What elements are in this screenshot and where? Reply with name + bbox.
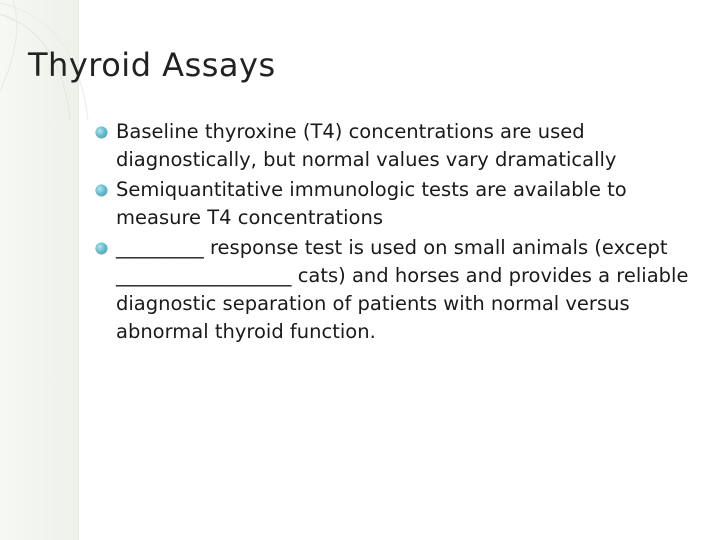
bullet-text: Baseline thyroxine (T4) concentrations are used diagnostically, but normal values vary dramatically <box>116 120 617 171</box>
bullet-dot-icon <box>96 127 107 138</box>
bullet-item <box>96 176 706 232</box>
bullet-item <box>96 234 706 346</box>
bullet-item <box>96 118 706 174</box>
bullet-text: Semiquantitative immunologic tests are available to measure T4 concentrations <box>116 178 627 229</box>
bullet-text: _________ response test is used on small animals (except __________________ cats) and horses and provides a reliable diagnostic separation of patients with normal versus abnormal thyroid function. <box>116 236 689 343</box>
bullet-dot-icon <box>96 185 107 196</box>
slide-title: Thyroid Assays <box>28 46 276 84</box>
bullet-list <box>96 118 706 348</box>
bullet-dot-icon <box>96 243 107 254</box>
